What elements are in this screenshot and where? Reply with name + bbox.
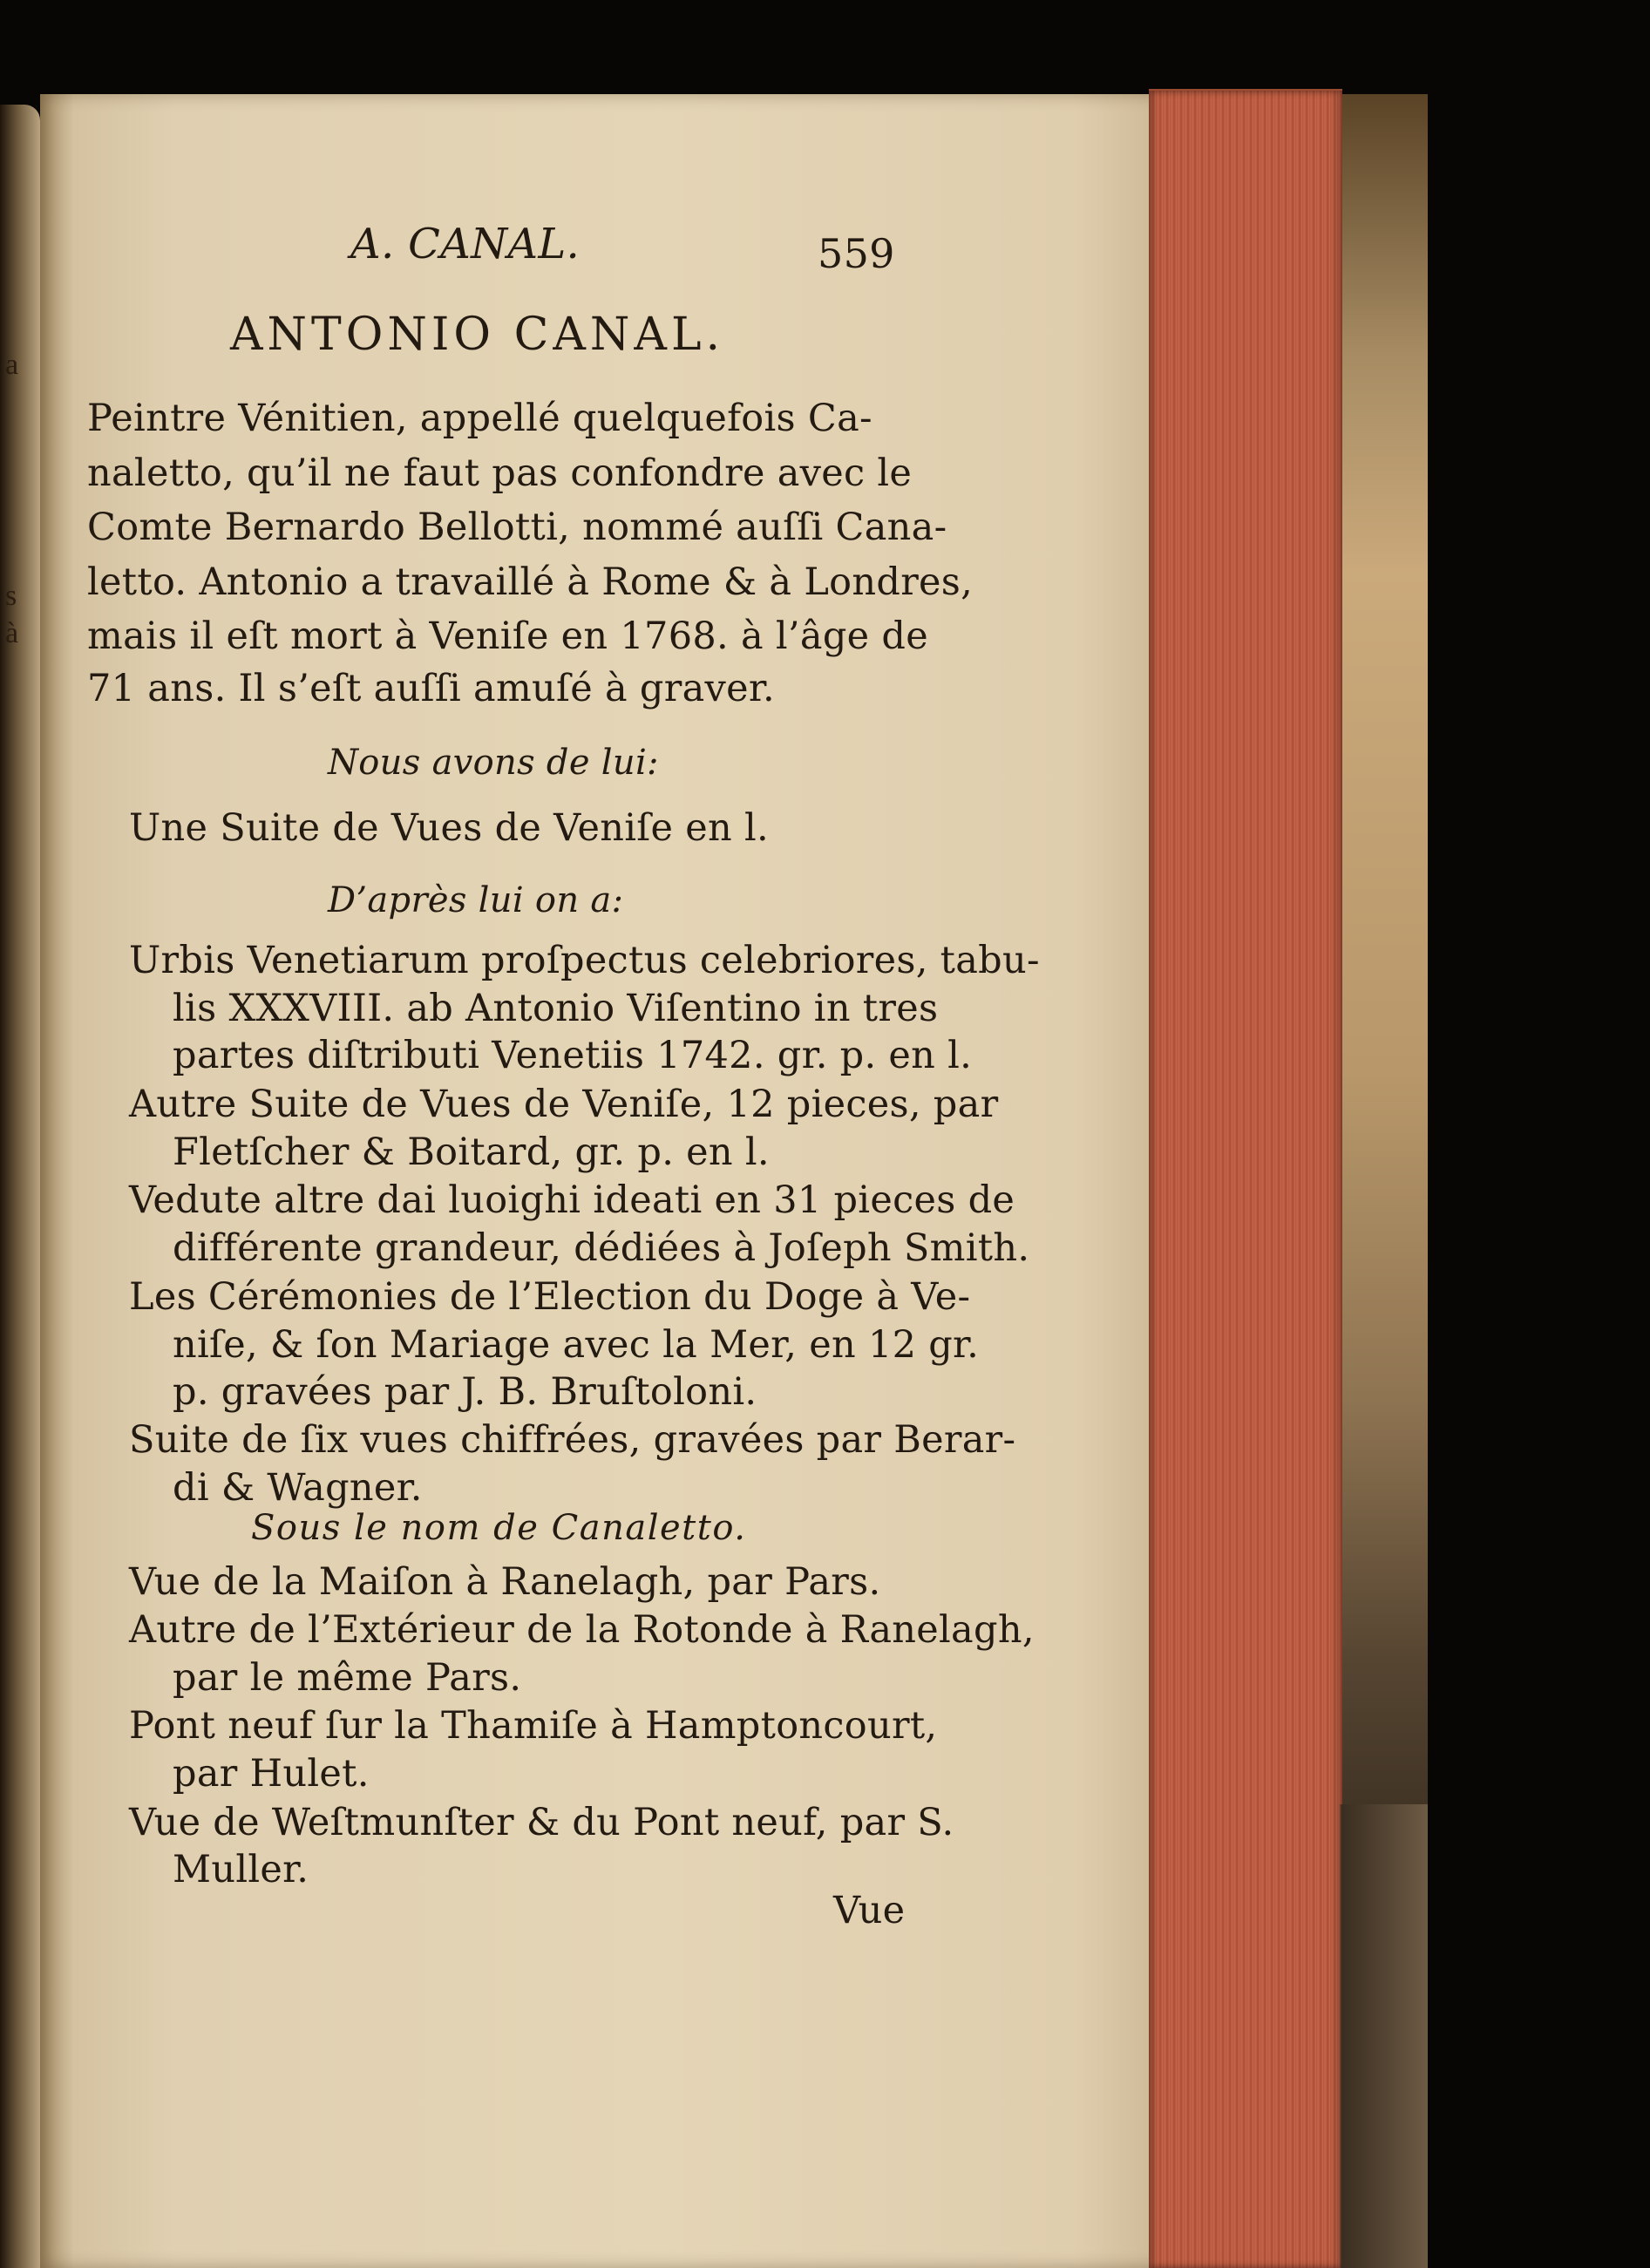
catalog-entry-line: Autre de l’Extérieur de la Rotonde à Ranelagh, <box>129 1608 1035 1652</box>
catalog-entry-line: Suite de ſix vues chiffrées, gravées par Berar- <box>129 1418 1016 1462</box>
page-number: 559 <box>818 230 895 277</box>
catchword: Vue <box>833 1889 906 1932</box>
catalog-entry-line: partes diſtributi Venetiis 1742. gr. p. en l. <box>173 1034 973 1077</box>
catalog-entry-line: lis XXXVIII. ab Antonio Viſentino in tres <box>173 987 939 1030</box>
running-title: A. CANAL. <box>350 220 581 268</box>
section-heading: D’après lui on a: <box>328 880 624 920</box>
catalog-entry-line: Autre Suite de Vues de Veniſe, 12 pieces, par <box>129 1083 999 1126</box>
red-page-edges <box>1149 91 1342 2268</box>
section-heading: Sous le nom de Canaletto. <box>251 1508 747 1548</box>
catalog-entry-line: Muller. <box>173 1848 309 1891</box>
catalog-entry: Une Suite de Vues de Veniſe en l. <box>129 806 769 850</box>
catalog-entry-line: différente grandeur, dédiées à Joſeph Smith. <box>173 1226 1030 1270</box>
biography-line: naletto, qu’il ne faut pas confondre avec le <box>87 452 913 495</box>
catalog-entry-line: Vue de la Maiſon à Ranelagh, par Pars. <box>129 1560 881 1604</box>
catalog-entry-line: Vue de Weſtmunſter & du Pont neuf, par S. <box>129 1801 954 1844</box>
catalog-entry-line: Pont neuf ſur la Thamiſe à Hamptoncourt, <box>129 1704 938 1748</box>
left-page-fragment: a <box>5 349 19 381</box>
catalog-entry-line: Urbis Venetiarum proſpectus celebriores, tabu- <box>129 939 1040 982</box>
catalog-entry-line: di & Wagner. <box>173 1466 423 1510</box>
biography-line: Peintre Vénitien, appellé quelquefois Ca- <box>87 397 873 440</box>
biography-line: letto. Antonio a travaillé à Rome & à Londres, <box>87 560 974 604</box>
catalog-entry-line: Vedute altre dai luoighi ideati en 31 pieces de <box>129 1178 1015 1222</box>
left-page-fragment: s <box>5 580 17 612</box>
section-heading: Nous avons de lui: <box>328 743 659 783</box>
catalog-entry-line: par Hulet. <box>173 1752 370 1796</box>
catalog-entry-line: Les Cérémonies de l’Election du Doge à Ve- <box>129 1275 971 1319</box>
left-page-edge <box>0 105 40 2268</box>
biography-line: 71 ans. Il s’eſt auſſi amuſé à graver. <box>87 667 775 710</box>
catalog-entry-line: par le même Pars. <box>173 1656 522 1700</box>
catalog-entry-line: Fletſcher & Boitard, gr. p. en l. <box>173 1131 770 1174</box>
catalog-entry-line: niſe, & ſon Mariage avec la Mer, en 12 gr. <box>173 1323 980 1367</box>
article-title: ANTONIO CANAL. <box>230 309 725 361</box>
left-page-fragment: à <box>5 617 19 649</box>
book-cover <box>1342 94 1428 2268</box>
biography-line: mais il eſt mort à Veniſe en 1768. à l’âge de <box>87 615 928 658</box>
catalog-entry-line: p. gravées par J. B. Bruſtoloni. <box>173 1370 757 1414</box>
biography-line: Comte Bernardo Bellotti, nommé auſſi Cana- <box>87 506 947 549</box>
